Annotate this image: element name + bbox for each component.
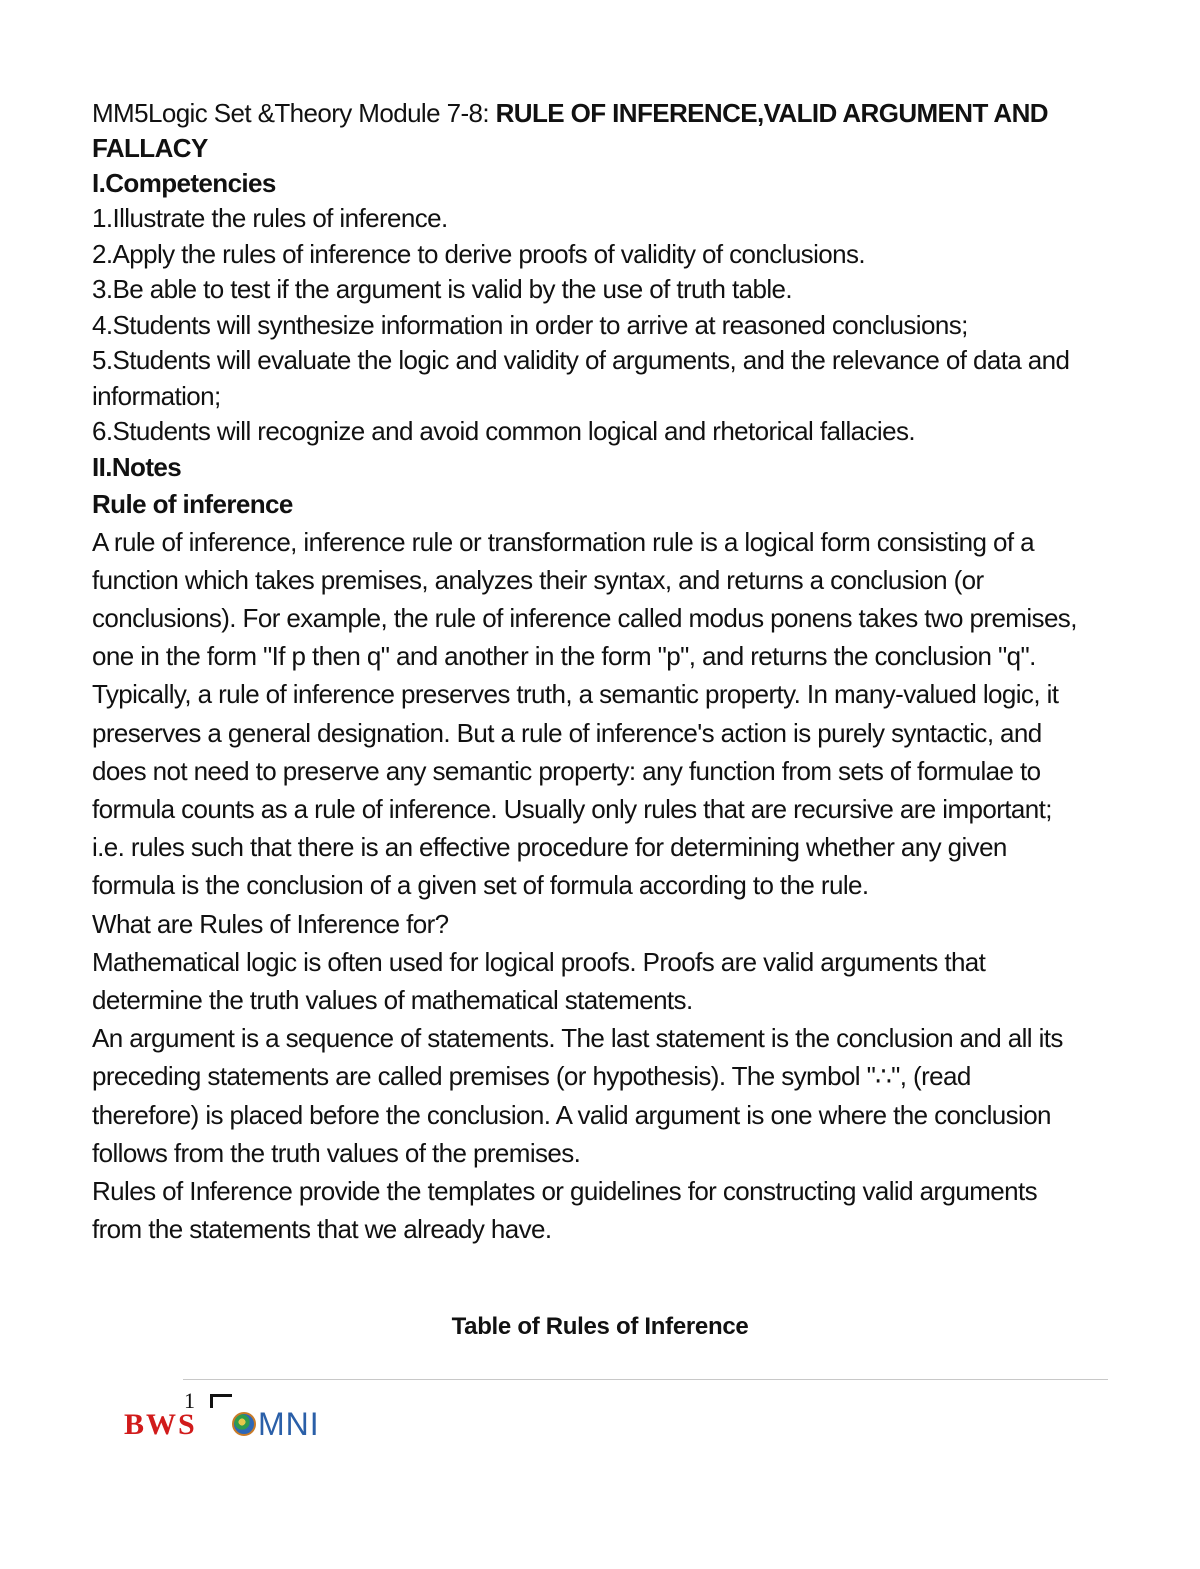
body-line: preserves a general designation. But a rule of inference's action is purely syntactic, and: [92, 717, 1042, 748]
notes-heading: II.Notes: [92, 451, 182, 482]
competency-item: 4.Students will synthesize information in order to arrive at reasoned conclusions;: [92, 309, 968, 340]
body-line: therefore) is placed before the conclusion. A valid argument is one where the conclusion: [92, 1099, 1051, 1130]
module-prefix: MM5Logic Set &Theory Module 7-8:: [92, 98, 496, 128]
body-line: formula counts as a rule of inference. Usually only rules that are recursive are important;: [92, 793, 1052, 824]
globe-icon: [232, 1412, 256, 1436]
table-title: Table of Rules of Inference: [451, 1313, 749, 1340]
body-line: from the statements that we already have.: [92, 1214, 552, 1245]
body-line: Mathematical logic is often used for logical proofs. Proofs are valid arguments that: [92, 946, 986, 977]
body-line: What are Rules of Inference for?: [92, 908, 449, 939]
body-line: does not need to preserve any semantic property: any function from sets of formulae to: [92, 755, 1041, 786]
competencies-heading: I.Competencies: [92, 168, 276, 198]
body-line: Typically, a rule of inference preserves truth, a semantic property. In many-valued logic, it: [92, 679, 1059, 710]
body-line: function which takes premises, analyzes their syntax, and returns a conclusion (or: [92, 564, 984, 595]
competency-item: 5.Students will evaluate the logic and validity of arguments, and the relevance of data and: [92, 345, 1070, 375]
competency-item: 2.Apply the rules of inference to derive proofs of validity of conclusions.: [92, 238, 865, 269]
competency-item: 3.Be able to test if the argument is valid by the use of truth table.: [92, 274, 793, 304]
body-line: i.e. rules such that there is an effective procedure for determining whether any given: [92, 832, 1007, 863]
body-line: Rules of Inference provide the templates or guidelines for constructing valid arguments: [92, 1175, 1038, 1206]
omni-logo: [232, 1404, 320, 1444]
omni-logo-text: MNI: [258, 1405, 320, 1442]
competency-item: 6.Students will recognize and avoid common logical and rhetorical fallacies.: [92, 416, 915, 446]
notes-body: [92, 523, 1112, 1249]
page-number: 1: [184, 1388, 195, 1413]
competency-item: information;: [92, 380, 221, 411]
module-title-part2: FALLACY: [92, 133, 208, 163]
document-title: [92, 96, 1112, 131]
body-line: conclusions). For example, the rule of inference called modus ponens takes two premises,: [92, 602, 1077, 633]
body-line: preceding statements are called premises (or hypothesis). The symbol "∴", (read: [92, 1061, 971, 1092]
body-line: one in the form "If p then q" and another in the form "p", and returns the conclusion "q".: [92, 641, 1036, 672]
body-line: A rule of inference, inference rule or transformation rule is a logical form consisting of a: [92, 526, 1034, 557]
document-page: [92, 96, 1112, 1248]
footer-divider: [183, 1379, 1108, 1380]
module-title-part1: RULE OF INFERENCE,VALID ARGUMENT AND: [495, 98, 1048, 128]
rule-of-inference-heading: Rule of inference: [92, 488, 293, 519]
body-line: formula is the conclusion of a given set of formula according to the rule.: [92, 870, 869, 901]
body-line: follows from the truth values of the premises.: [92, 1137, 581, 1168]
competency-item: 1.Illustrate the rules of inference.: [92, 203, 448, 233]
body-line: determine the truth values of mathematical statements.: [92, 984, 693, 1015]
body-line: An argument is a sequence of statements. The last statement is the conclusion and all its: [92, 1023, 1063, 1054]
bws-logo: BWS: [124, 1408, 197, 1441]
corner-mark-icon: [210, 1394, 232, 1408]
